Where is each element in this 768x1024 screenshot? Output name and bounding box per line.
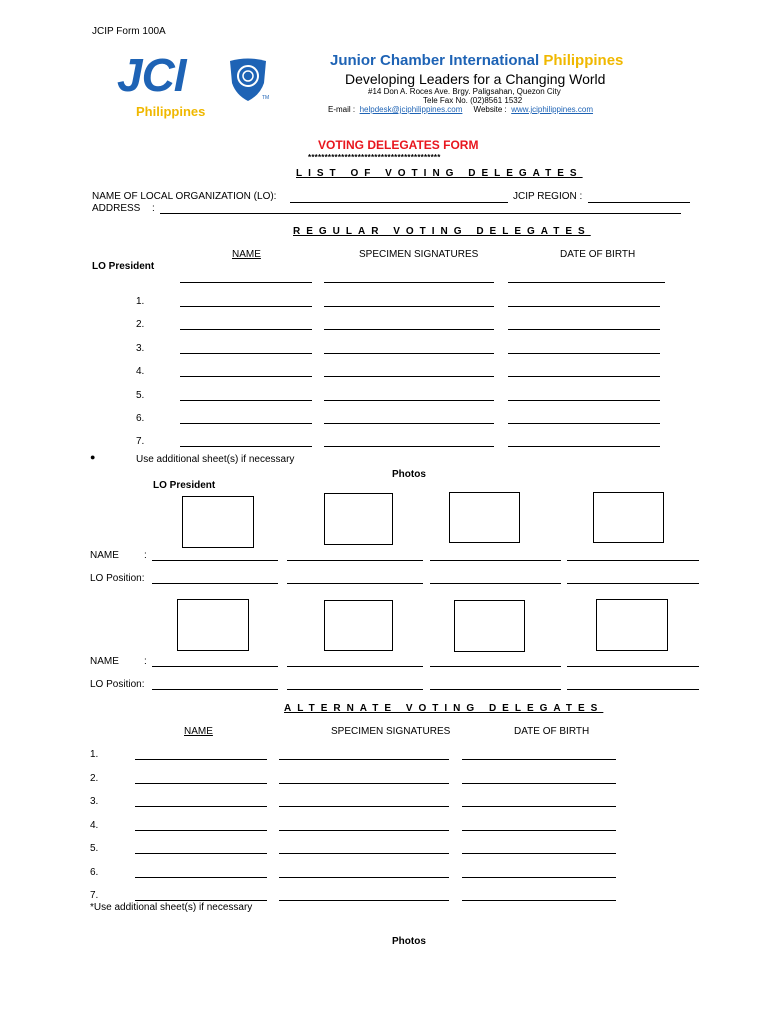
telefax: Tele Fax No. (02)8561 1532	[423, 96, 523, 105]
alternate-row-input-line[interactable]	[135, 900, 267, 901]
regular-president-input-line[interactable]	[180, 282, 312, 283]
logo-text: JCI	[117, 49, 186, 101]
lo-input-line[interactable]	[290, 202, 508, 203]
regular-row-input-line[interactable]	[180, 376, 312, 377]
alternate-row-input-line[interactable]	[279, 783, 449, 784]
regular-president-label: LO President	[92, 261, 155, 272]
photos-heading: Photos	[392, 469, 426, 480]
regular-row-input-line[interactable]	[180, 306, 312, 307]
photo-name-input-line[interactable]	[430, 666, 561, 667]
alternate-row-input-line[interactable]	[462, 806, 616, 807]
alternate-row-number: 6.	[90, 866, 99, 878]
regular-row-input-line[interactable]	[324, 423, 494, 424]
regular-row-input-line[interactable]	[180, 353, 312, 354]
regular-row-input-line[interactable]	[508, 423, 660, 424]
photo-name-input-line[interactable]	[287, 666, 423, 667]
regular-row-number: 6.	[136, 413, 145, 424]
alternate-col-signature: SPECIMEN SIGNATURES	[331, 726, 451, 737]
photo-box[interactable]	[454, 600, 525, 652]
photo-position-input-line[interactable]	[567, 583, 699, 584]
photo-box[interactable]	[182, 496, 254, 548]
alternate-row-number: 2.	[90, 772, 99, 784]
alternate-row-input-line[interactable]	[279, 830, 449, 831]
alternate-row-input-line[interactable]	[135, 830, 267, 831]
alternate-row-input-line[interactable]	[462, 853, 616, 854]
photo-position-label: LO Position:	[90, 573, 145, 584]
regular-heading: REGULAR VOTING DELEGATES	[293, 226, 591, 237]
alternate-row-input-line[interactable]	[279, 900, 449, 901]
regular-row-number: 4.	[136, 366, 145, 378]
photo-box[interactable]	[324, 600, 393, 651]
alternate-row-input-line[interactable]	[462, 900, 616, 901]
photo-name-input-line[interactable]	[430, 560, 561, 561]
list-heading: LIST OF VOTING DELEGATES	[296, 168, 583, 179]
alternate-row-input-line[interactable]	[279, 853, 449, 854]
regular-row-input-line[interactable]	[180, 423, 312, 424]
regular-col-name: NAME	[232, 249, 261, 260]
regular-row-input-line[interactable]	[324, 446, 494, 447]
regular-president-input-line[interactable]	[508, 282, 665, 283]
regular-row-number: 2.	[136, 319, 145, 331]
regular-row-input-line[interactable]	[324, 400, 494, 401]
alternate-row-input-line[interactable]	[462, 759, 616, 760]
alternate-row-input-line[interactable]	[462, 783, 616, 784]
alternate-photos-heading: Photos	[392, 936, 426, 947]
bullet-icon: ●	[90, 452, 96, 462]
photo-name-input-line[interactable]	[567, 560, 699, 561]
regular-row-input-line[interactable]	[324, 353, 494, 354]
form-title: VOTING DELEGATES FORM	[318, 138, 479, 152]
logo-subtitle: Philippines	[136, 104, 206, 119]
regular-col-signature: SPECIMEN SIGNATURES	[359, 249, 479, 260]
regular-row-input-line[interactable]	[508, 376, 660, 377]
regular-col-dob: DATE OF BIRTH	[560, 249, 636, 260]
form-number: JCIP Form 100A	[92, 26, 166, 37]
alternate-row-input-line[interactable]	[462, 877, 616, 878]
photo-name-label: NAME	[90, 656, 119, 667]
photo-position-input-line[interactable]	[287, 583, 423, 584]
photo-position-input-line[interactable]	[430, 583, 561, 584]
regular-row-input-line[interactable]	[324, 306, 494, 307]
photo-name-input-line[interactable]	[152, 666, 278, 667]
photo-position-input-line[interactable]	[287, 689, 423, 690]
photo-box[interactable]	[593, 492, 664, 543]
regular-row-number: 7.	[136, 436, 145, 448]
photo-name-input-line[interactable]	[152, 560, 278, 561]
title-stars: ****************************************	[308, 153, 441, 162]
alternate-row-input-line[interactable]	[135, 877, 267, 878]
alternate-row-input-line[interactable]	[279, 877, 449, 878]
regular-row-input-line[interactable]	[508, 306, 660, 307]
regular-row-input-line[interactable]	[508, 400, 660, 401]
photo-name-input-line[interactable]	[567, 666, 699, 667]
alternate-heading: ALTERNATE VOTING DELEGATES	[284, 703, 604, 714]
alternate-row-number: 1.	[90, 749, 99, 760]
email-link[interactable]: helpdesk@jciphilippines.com	[359, 105, 463, 114]
alternate-row-number: 5.	[90, 843, 99, 854]
alternate-note: *Use additional sheet(s) if necessary	[90, 902, 253, 913]
contact-line: E-mail : helpdesk@jciphilippines.com Website : www.jciphilippines.com	[328, 105, 594, 114]
lo-label: NAME OF LOCAL ORGANIZATION (LO):	[92, 191, 277, 202]
regular-row-input-line[interactable]	[508, 446, 660, 447]
photo-position-input-line[interactable]	[567, 689, 699, 690]
regular-row-number: 1.	[136, 296, 145, 307]
photo-position-input-line[interactable]	[152, 689, 278, 690]
org-name: Junior Chamber International Philippines	[330, 52, 624, 69]
alternate-row-input-line[interactable]	[135, 783, 267, 784]
alternate-row-number: 4.	[90, 819, 99, 831]
regular-president-input-line[interactable]	[324, 282, 494, 283]
photos-president-label: LO President	[153, 480, 216, 491]
address-label: ADDRESS	[92, 203, 141, 214]
photo-box[interactable]	[449, 492, 520, 543]
alternate-row-input-line[interactable]	[135, 806, 267, 807]
alternate-row-number: 3.	[90, 796, 99, 807]
photo-name-label: NAME	[90, 550, 119, 561]
regular-row-number: 5.	[136, 389, 145, 401]
photo-box[interactable]	[596, 599, 668, 651]
regular-row-input-line[interactable]	[324, 329, 494, 330]
regular-row-input-line[interactable]	[508, 353, 660, 354]
photo-box[interactable]	[177, 599, 249, 651]
org-address: #14 Don A. Roces Ave. Brgy. Paligsahan, Quezon City	[368, 87, 561, 96]
regular-row-input-line[interactable]	[180, 329, 312, 330]
alternate-row-number: 7.	[90, 890, 99, 901]
address-input-line[interactable]	[160, 213, 681, 214]
alternate-col-dob: DATE OF BIRTH	[514, 726, 590, 737]
alternate-row-input-line[interactable]	[135, 759, 267, 760]
alternate-col-name: NAME	[184, 726, 213, 737]
photo-position-label: LO Position:	[90, 679, 145, 690]
regular-row-number: 3.	[136, 342, 145, 354]
regular-row-input-line[interactable]	[180, 446, 312, 447]
website-link[interactable]: www.jciphilippines.com	[511, 105, 594, 114]
photo-position-input-line[interactable]	[430, 689, 561, 690]
region-label: JCIP REGION :	[513, 191, 583, 202]
alternate-row-input-line[interactable]	[279, 759, 449, 760]
alternate-row-input-line[interactable]	[279, 806, 449, 807]
region-input-line[interactable]	[588, 202, 690, 203]
photo-name-input-line[interactable]	[287, 560, 423, 561]
tagline: Developing Leaders for a Changing World	[345, 71, 606, 87]
regular-row-input-line[interactable]	[180, 400, 312, 401]
regular-note: Use additional sheet(s) if necessary	[136, 454, 295, 465]
alternate-row-input-line[interactable]	[135, 853, 267, 854]
photo-box[interactable]	[324, 493, 393, 545]
photo-position-input-line[interactable]	[152, 583, 278, 584]
alternate-row-input-line[interactable]	[462, 830, 616, 831]
regular-row-input-line[interactable]	[324, 376, 494, 377]
regular-row-input-line[interactable]	[508, 329, 660, 330]
